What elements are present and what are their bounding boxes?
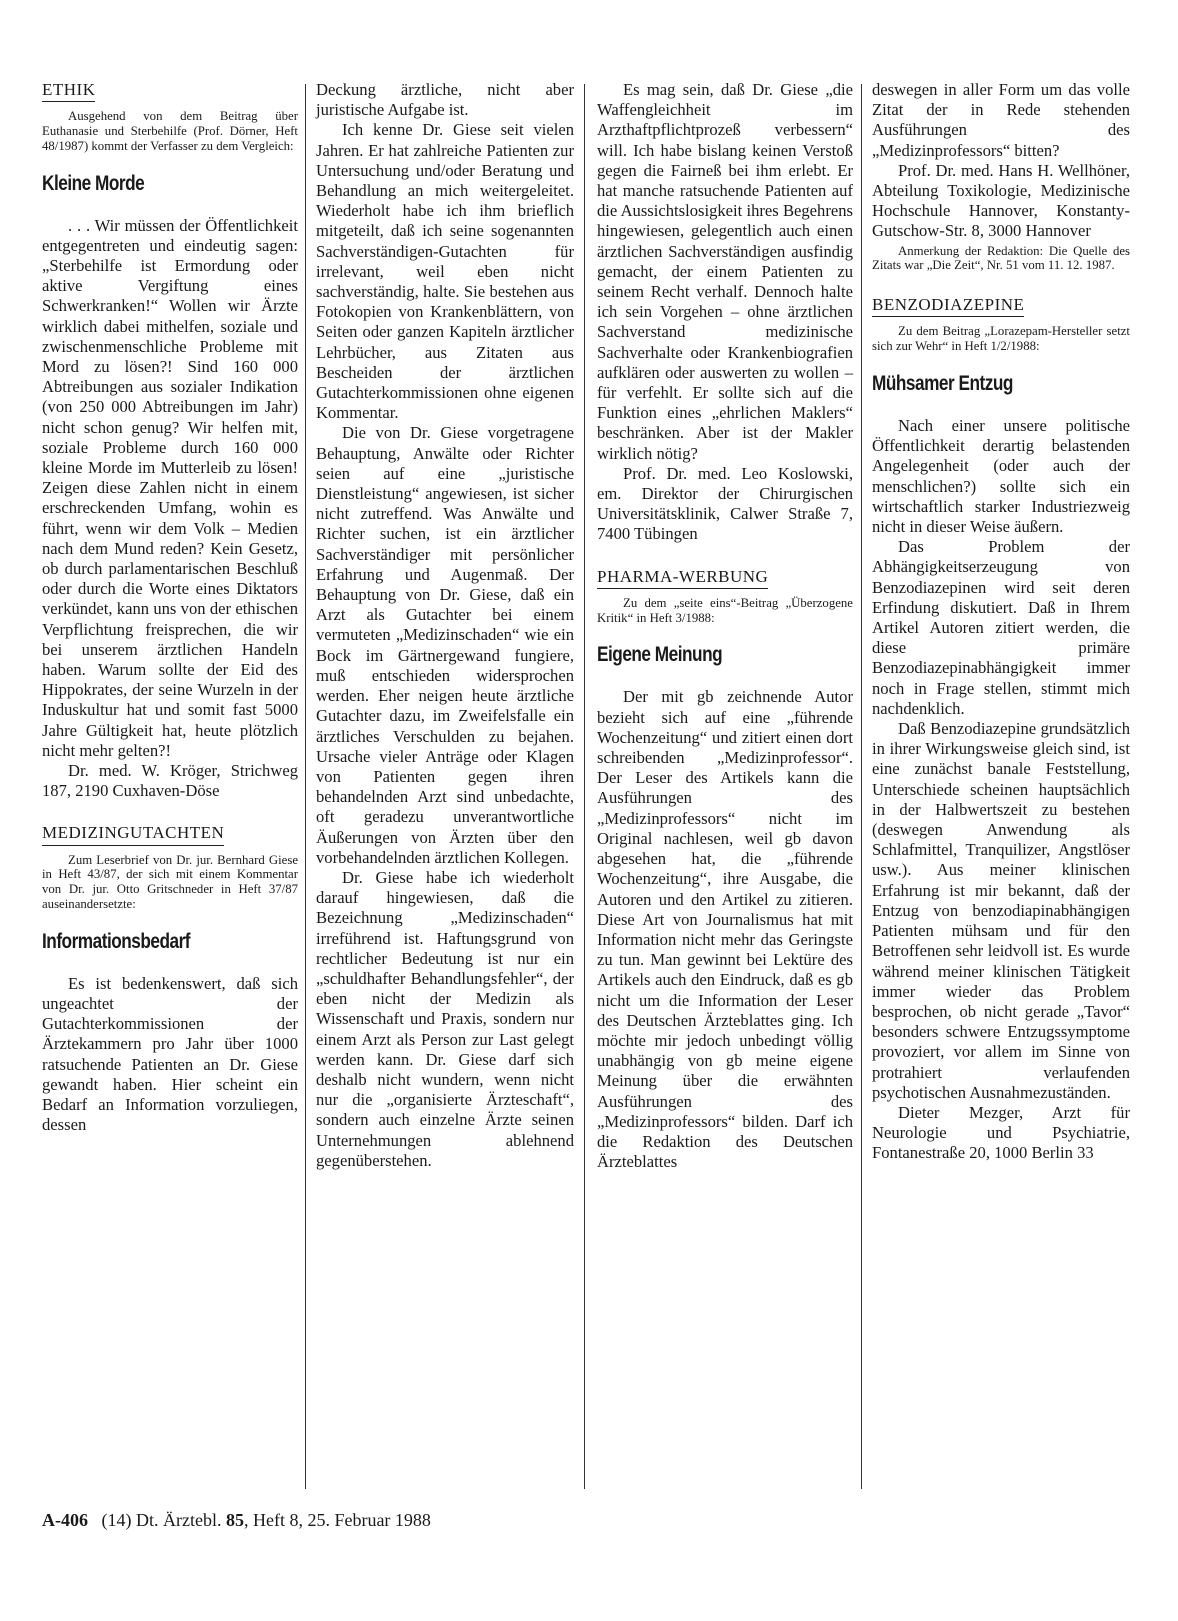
- intro-medizingutachten: Zum Leserbrief von Dr. jur. Bernhard Giese in Heft 43/87, der sich mit einem Kommentar von Dr. jur. Otto Gritschneder in Heft 37/87 auseinandersetzte:: [42, 852, 298, 912]
- intro-ethik: Ausgehend von dem Beitrag über Euthanasie und Sterbehilfe (Prof. Dörner, Heft 48/1987) kommt der Verfasser zu dem Vergleich:: [42, 109, 298, 153]
- body-medizingutachten-p5: Es mag sein, daß Dr. Giese „die Waffengleichheit im Arzthaftpflichtprozeß verbessern“ will. Ich habe bislang keinen Verstoß gegen die Fairneß bei ihm erlebt. Er hat manche ratsuchende Patienten auf die Aussichtslosigkeit ihres Begehrens hingewiesen, gelegentlich auch einen ärztlichen Sachverständigen ausfindig gemacht, der einem Patienten zu seinem Recht verhalf. Dennoch halte ich sein Vorgehen – ohne ärztlichen Sachverstand medizinische Sachverhalte oder Krankenbiografien aufklären oder auswerten zu wollen – für verfehlt. Er sollte sich auf die Funktion eines „ehrlichen Maklers“ beschränken. Aber ist der Makler wirklich nötig?: [597, 80, 853, 463]
- body-medizingutachten-part1-cont: Deckung ärztliche, nicht aber juristische Aufgabe ist.: [316, 80, 574, 120]
- headline-informationsbedarf: Informationsbedarf: [42, 929, 191, 953]
- signature-benzo: Dieter Mezger, Arzt für Neurologie und Psychiatrie, Fontanestraße 20, 1000 Berlin 33: [872, 1102, 1130, 1163]
- body-benzo-p2: Das Problem der Abhängigkeitserzeugung von Benzodiazepinen wird seit deren Erfindung diskutiert. Daß in Ihrem Artikel Autoren zitiert werden, die diese primäre Benzodiazepinabhängigkeit immer noch in Frage stellen, stimmt mich nachdenklich.: [872, 537, 1130, 718]
- section-heading-pharma: PHARMA-WERBUNG: [597, 567, 768, 589]
- body-medizingutachten-p3: Die von Dr. Giese vorgetragene Behauptung, Anwälte oder Richter seien auf eine „juristische Dienstleistung“ angewiesen, ist sicher nicht zutreffend. Was Anwälte und Richter suchen, ist ein ärztlicher Sachverständiger mit persönlicher Erfahrung und Augenmaß. Der Behauptung von Dr. Giese, daß ein Arzt als Gutachter bei einem vermuteten „Medizinschaden“ wie ein Bock im Gärtnergewand fungiere, muß entschieden widersprochen werden. Eher neigen heute ärztliche Gutachter dazu, im Zweifelsfalle ein ärztliches Verschulden zu bejahen. Ursache vieler Anträge oder Klagen von Patienten gegen ihren behandelnden Arzt sind unbedachte, oft geradezu unverantwortliche Äußerungen von Ärzten über den vorbehandelnden ärztlichen Kollegen.: [316, 423, 574, 867]
- page-reference: A-406: [42, 1510, 88, 1530]
- body-pharma: Der mit gb zeichnende Autor bezieht sich auf eine „führende Wochenzeitung“ und zitiert einen dort schreibenden „Medizinprofessor“. Der Leser des Artikels kann die Ausführungen des „Medizinprofessors“ nicht im Original nachlesen, weil gb davon abgesehen hat, die „führende Wochenzeitung“, ihre Ausgabe, die Autoren und den Artikel zu zitieren. Diese Art von Journalismus hat mit Information nicht mehr das Geringste zu tun. Man gewinnt bei Lektüre des Artikels auch den Eindruck, daß es gb nicht um die Information der Leser des Deutschen Ärzteblattes ging. Ich möchte mir jedoch unbedingt völlig unabhängig von gb meine eigene Meinung über die erwähnten Ausführungen des „Medizinprofessors“ bilden. Darf ich die Redaktion des Deutschen Ärzteblattes: [597, 687, 853, 1172]
- column-rule: [305, 84, 306, 1489]
- body-benzo-p1: Nach einer unsere politische Öffentlichkeit derartig belastenden Angelegenheit (oder auch der menschlichen?) sollte sich ein wirtschaftlich starker Industriezweig nicht in dieser Weise äußern.: [872, 416, 1130, 537]
- column-2: [316, 80, 574, 1171]
- headline-muehsamer-entzug: Mühsamer Entzug: [872, 372, 1013, 396]
- signature-ethik: Dr. med. W. Kröger, Strichweg 187, 2190 Cuxhaven-Döse: [42, 761, 298, 801]
- section-heading-ethik: ETHIK: [42, 80, 95, 102]
- intro-pharma: Zu dem „seite eins“-Beitrag „Überzogene Kritik“ in Heft 3/1988:: [597, 595, 853, 625]
- editor-note: Anmerkung der Redaktion: Die Quelle des Zitats war „Die Zeit“, Nr. 51 vom 11. 12. 1987.: [872, 243, 1130, 273]
- section-heading-benzodiazepine: BENZODIAZEPINE: [872, 295, 1024, 317]
- headline-kleine-morde: Kleine Morde: [42, 171, 145, 195]
- section-heading-medizingutachten: MEDIZINGUTACHTEN: [42, 823, 224, 845]
- body-medizingutachten-part1: Es ist bedenkenswert, daß sich ungeachtet der Gutachterkommissionen der Ärztekammern pro Jahr über 1000 ratsuchende Patienten an Dr. Giese gewandt haben. Hier scheint ein Bedarf an Information vorzuliegen, dessen: [42, 973, 298, 1135]
- body-ethik: . . . Wir müssen der Öffentlichkeit entgegentreten und eindeutig sagen: „Sterbehilfe ist Ermordung oder aktive Vergiftung eines Schwerkranken!“ Wollen wir Ärzte wirklich dabei mithelfen, soziale und zwischenmenschliche Probleme mit Mord zu lösen?! Sind 160 000 Abtreibungen aus sozialer Indikation (von 250 000 Abtreibungen im Jahr) nicht schon genug? Wir helfen mit, soziale Probleme durch 160 000 kleine Morde im Mutterleib zu lösen! Zeigen diese Zahlen nicht in einem erschreckenden Umfang, wohin es führt, wenn wir dem Volk – Medien nach dem Mund reden? Kein Gesetz, ob durch parlamentarischen Beschluß oder durch die Worte eines Diktators verkündet, kann uns von der ethischen Verpflichtung freisprechen, die wir bei unserem ärztlichen Handeln haben. Warum sollte der Eid des Hippokrates, der seine Wurzeln in der Induskultur hat und somit fast 5000 Jahre Gültigkeit hat, heute plötzlich nicht mehr gelten?!: [42, 215, 298, 760]
- signature-pharma: Prof. Dr. med. Hans H. Wellhöner, Abteilung Toxikologie, Medizinische Hochschule Hannover, Konstanty-Gutschow-Str. 8, 3000 Hannover: [872, 160, 1130, 241]
- body-pharma-cont: deswegen in aller Form um das volle Zitat der in Rede stehenden Ausführungen des „Medizinprofessors“ bitten?: [872, 80, 1130, 160]
- body-medizingutachten-p4: Dr. Giese habe ich wiederholt darauf hingewiesen, daß die Bezeichnung „Medizinschaden“ irreführend ist. Haftungsgrund von rechtlicher Bedeutung ist nur ein „schuldhafter Behandlungsfehler“, der eben nicht der Medizin als Wissenschaft und Praxis, sondern nur einem Arzt als Person zur Last gelegt werden kann. Dr. Giese darf sich deshalb nicht wundern, wenn nicht nur die „organisierte Ärzteschaft“, sondern auch einzelne Ärzte seinen Unternehmungen ablehnend gegenüberstehen.: [316, 867, 574, 1170]
- issue-date: , Heft 8, 25. Februar 1988: [243, 1510, 431, 1530]
- journal-volume: 85: [225, 1510, 244, 1530]
- body-medizingutachten-p2: Ich kenne Dr. Giese seit vielen Jahren. Er hat zahlreiche Patienten zur Untersuchung und/oder Beratung und Behandlung an mich weitergeleitet. Wiederholt habe ich ihm brieflich mitgeteilt, daß ich seine sogenannten Sachverständigen-Gutachten für irrelevant, weil eben nicht sachverständig, halte. Sie bestehen aus Fotokopien von Krankenblättern, von Seiten oder ganzen Kapiteln ärztlicher Lehrbücher, aus Zitaten aus Bescheiden der ärztlichen Gutachterkommissionen ohne eigenen Kommentar.: [316, 120, 574, 423]
- signature-medizingutachten: Prof. Dr. med. Leo Koslowski, em. Direktor der Chirurgischen Universitätsklinik, Calwer Straße 7, 7400 Tübingen: [597, 463, 853, 544]
- intro-benzodiazepine: Zu dem Beitrag „Lorazepam-Hersteller setzt sich zur Wehr“ in Heft 1/2/1988:: [872, 324, 1130, 354]
- column-rule: [584, 84, 585, 1489]
- column-4: [872, 80, 1130, 1164]
- journal-name: (14) Dt. Ärztebl.: [101, 1510, 222, 1530]
- headline-eigene-meinung: Eigene Meinung: [597, 643, 723, 667]
- column-rule: [861, 84, 862, 1489]
- page-footer: [42, 1510, 431, 1531]
- column-3: [597, 80, 853, 1172]
- body-benzo-p3: Daß Benzodiazepine grundsätzlich in ihrer Wirkungsweise gleich sind, ist eine zunächst banale Feststellung, Unterschiede scheinen hauptsächlich in der Halbwertszeit zu bestehen (deswegen Anwendung als Schlafmittel, Tranquilizer, Angstlöser usw.). Aus meiner klinischen Erfahrung ist mir bekannt, daß der Entzug von benzodiapinabhängigen Patienten mühsam und für den Betroffenen sehr leidvoll ist. Es wurde während meiner klinischen Tätigkeit immer wieder das Problem besprochen, ob nicht gerade „Tavor“ besonders schwere Entzugssymptome provoziert, vor allem im Sinne von protrahiert verlaufenden psychotischen Ausnahmezuständen.: [872, 719, 1130, 1102]
- column-1: [42, 80, 298, 1136]
